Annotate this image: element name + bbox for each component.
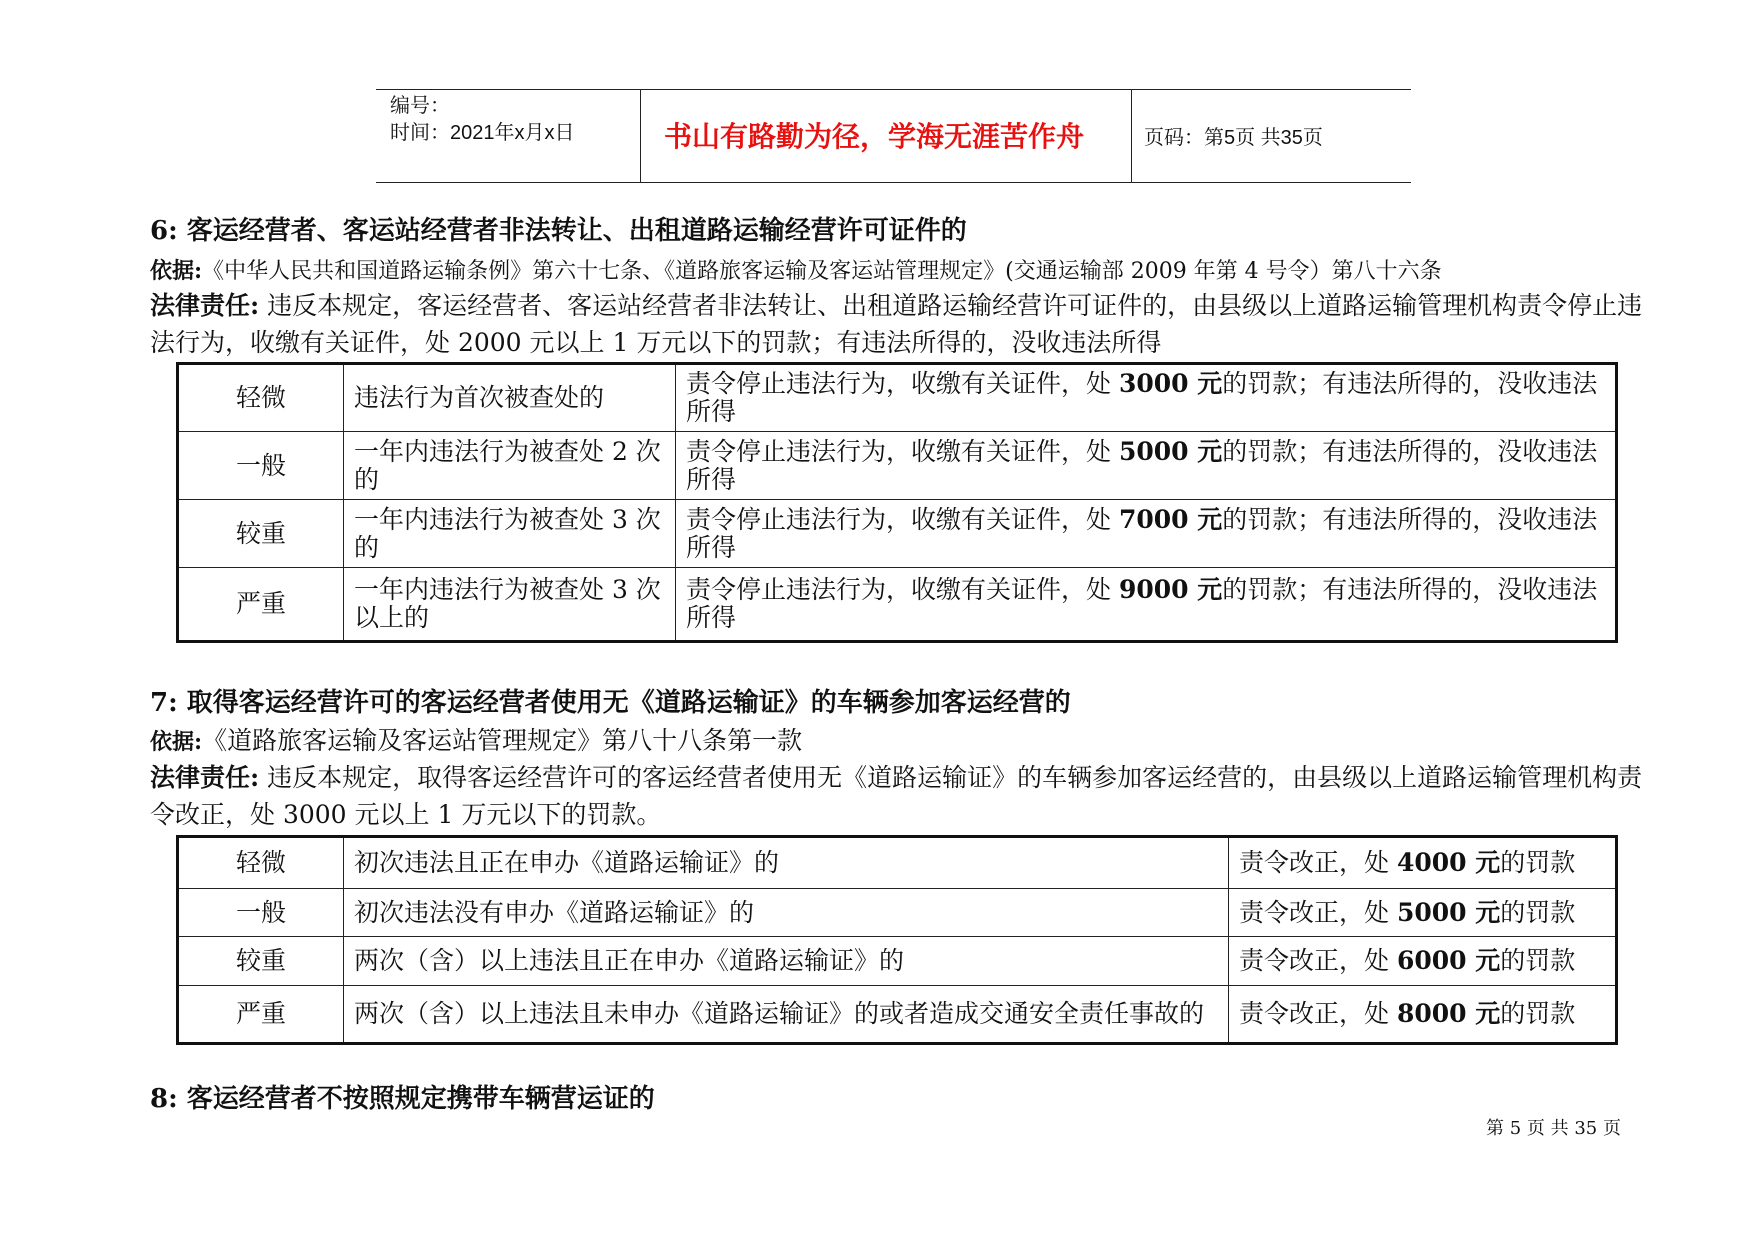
level-cell: 一般 <box>178 889 344 937</box>
penalty-post: 的罚款 <box>1500 946 1576 975</box>
penalty-pre: 责令改正，处 <box>1239 848 1397 877</box>
section-6-basis-text: 《中华人民共和国道路运输条例》第六十七条、《道路旅客运输及客运站管理规定》(交通运输部 2009 年第 4 号令）第八十六条 <box>202 259 1442 284</box>
penalty-amount: 5000 元 <box>1396 897 1501 927</box>
table-row <box>178 500 1617 568</box>
page-footer: 第 5 页 共 35 页 <box>1486 1118 1621 1139</box>
condition-cell: 初次违法没有申办《道路运输证》的 <box>344 889 1229 937</box>
penalty-cell <box>676 432 1617 500</box>
header-time-label: 时间：2021年x月x日 <box>390 122 575 144</box>
table-row <box>178 889 1617 937</box>
penalty-cell <box>676 568 1617 642</box>
penalty-pre: 责令改正，处 <box>1239 897 1397 927</box>
section-7-liability-label: 法律责任: <box>150 763 260 792</box>
level-cell: 较重 <box>178 500 344 568</box>
table-row <box>178 568 1617 642</box>
header-number-label: 编号： <box>390 95 450 117</box>
penalty-pre: 责令停止违法行为，收缴有关证件，处 <box>686 575 1119 604</box>
penalty-pre: 责令改正，处 <box>1239 946 1397 975</box>
section-6-title: 6: 客运经营者、客运站经营者非法转让、出租道路运输经营许可证件的 <box>150 216 967 246</box>
penalty-amount: 6000 元 <box>1396 946 1501 975</box>
penalty-amount: 9000 元 <box>1118 575 1223 604</box>
penalty-post: 的罚款 <box>1500 897 1576 927</box>
level-cell: 严重 <box>178 568 344 642</box>
header-page-label: 页码：第5页 共35页 <box>1144 127 1323 149</box>
penalty-pre: 责令停止违法行为，收缴有关证件，处 <box>686 369 1119 398</box>
penalty-post: 的罚款；有违法所得的，没收违法所得 <box>686 504 1598 562</box>
penalty-amount: 8000 元 <box>1396 999 1501 1028</box>
level-cell: 较重 <box>178 937 344 986</box>
condition-cell: 一年内违法行为被查处 3 次以上的 <box>344 568 676 642</box>
section-6-liability-text: 违反本规定，客运经营者、客运站经营者非法转让、出租道路运输经营许可证件的，由县级以上道路运输管理机构责令停止违法行为，收缴有关证件，处 2000 元以上 1 万元以下的罚款；有违法所得的，没收违法所得 <box>150 291 1643 357</box>
level-cell: 轻微 <box>178 364 344 432</box>
penalty-amount: 3000 元 <box>1118 369 1223 398</box>
penalty-post: 的罚款 <box>1500 848 1576 877</box>
level-cell: 轻微 <box>178 837 344 889</box>
penalty-cell <box>1229 937 1617 986</box>
penalty-post: 的罚款；有违法所得的，没收违法所得 <box>686 575 1598 632</box>
section-6-basis <box>150 256 1442 287</box>
condition-cell: 两次（含）以上违法且正在申办《道路运输证》的 <box>344 937 1229 986</box>
condition-cell: 违法行为首次被查处的 <box>344 364 676 432</box>
section-6-liability <box>150 287 1650 361</box>
section-7-liability <box>150 759 1650 833</box>
penalty-cell <box>676 500 1617 568</box>
penalty-post: 的罚款；有违法所得的，没收违法所得 <box>686 436 1598 494</box>
table-row <box>178 937 1617 986</box>
header-bottom-rule <box>376 182 1411 183</box>
section-7-title: 7: 取得客运经营许可的客运经营者使用无《道路运输证》的车辆参加客运经营的 <box>150 688 1071 718</box>
table-row <box>178 432 1617 500</box>
header-divider-right <box>1131 89 1132 182</box>
penalty-cell <box>1229 837 1617 889</box>
section-6-liability-label: 法律责任: <box>150 291 260 320</box>
penalty-pre: 责令改正，处 <box>1239 999 1397 1028</box>
level-cell: 严重 <box>178 986 344 1044</box>
section-7-liability-text: 违反本规定，取得客运经营许可的客运经营者使用无《道路运输证》的车辆参加客运经营的，由县级以上道路运输管理机构责令改正，处 3000 元以上 1 万元以下的罚款。 <box>150 763 1643 829</box>
table-row <box>178 364 1617 432</box>
header-slogan: 书山有路勤为径，学海无涯苦作舟 <box>664 120 1085 153</box>
condition-cell: 初次违法且正在申办《道路运输证》的 <box>344 837 1229 889</box>
header-divider-left <box>640 89 641 182</box>
penalty-post: 的罚款；有违法所得的，没收违法所得 <box>686 369 1598 426</box>
penalty-amount: 4000 元 <box>1396 848 1501 877</box>
penalty-post: 的罚款 <box>1500 999 1576 1028</box>
table-row <box>178 837 1617 889</box>
condition-cell: 两次（含）以上违法且未申办《道路运输证》的或者造成交通安全责任事故的 <box>344 986 1229 1044</box>
penalty-pre: 责令停止违法行为，收缴有关证件，处 <box>686 436 1119 466</box>
penalty-cell <box>676 364 1617 432</box>
penalty-amount: 5000 元 <box>1118 436 1223 466</box>
penalty-cell <box>1229 986 1617 1044</box>
header-top-rule <box>376 89 1411 90</box>
section-6-basis-label: 依据: <box>150 258 203 284</box>
penalty-amount: 7000 元 <box>1118 504 1223 534</box>
penalty-cell <box>1229 889 1617 937</box>
section-7-basis <box>150 726 802 757</box>
condition-cell: 一年内违法行为被查处 2 次的 <box>344 432 676 500</box>
section-7-basis-text: 《道路旅客运输及客运站管理规定》第八十八条第一款 <box>202 726 803 755</box>
table-row <box>178 986 1617 1044</box>
section-6-table <box>176 362 1618 643</box>
penalty-pre: 责令停止违法行为，收缴有关证件，处 <box>686 504 1119 534</box>
section-7-table <box>176 835 1618 1045</box>
section-7-basis-label: 依据: <box>150 729 203 755</box>
condition-cell: 一年内违法行为被查处 3 次的 <box>344 500 676 568</box>
section-8-title: 8: 客运经营者不按照规定携带车辆营运证的 <box>150 1084 655 1114</box>
level-cell: 一般 <box>178 432 344 500</box>
